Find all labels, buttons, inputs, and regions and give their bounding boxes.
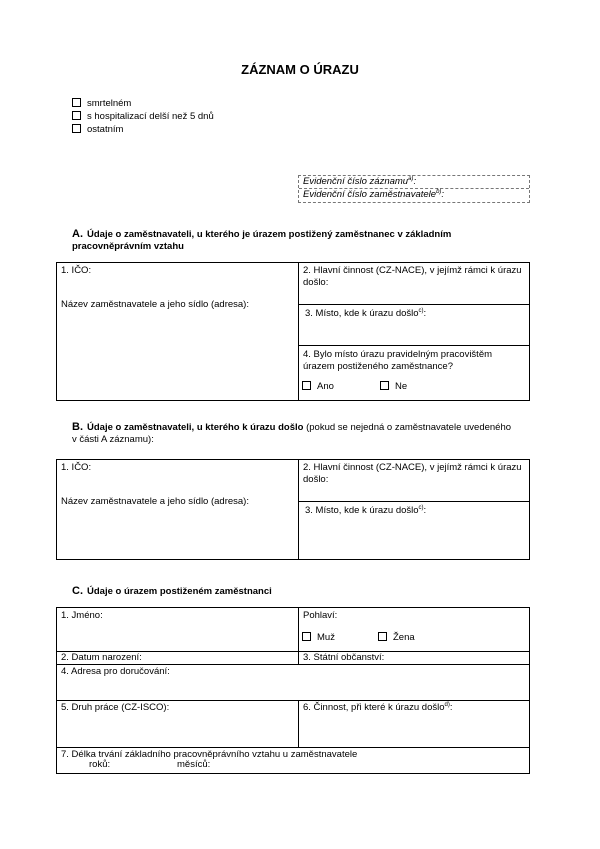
injury-type-option[interactable] [72,111,214,122]
injury-place-field[interactable]: 3. Místo, kde k úrazu došlo$^{c)}$: [305,504,427,516]
employer-name-field[interactable]: Název zaměstnavatele a jeho sídlo (adresa): [61,496,249,507]
activity-field[interactable]: 6. Činnost, při které k úrazu došlo$^{d)}$: [303,701,453,713]
section-b-table [56,459,530,560]
option-label: ostatním [87,124,124,135]
section-a-table [56,262,530,401]
months-field[interactable]: měsíců: [177,759,211,770]
first-name-field[interactable]: 1. Jméno: [61,610,103,621]
years-field[interactable]: roků: [89,759,111,770]
record-number-field[interactable]: Evidenční číslo záznamu$^{a)}$: [299,176,529,189]
option-yes[interactable]: Ano [302,381,334,392]
employer-number-field[interactable]: Evidenční číslo zaměstnavatele$^{b)}$: [303,188,445,200]
birth-date-field[interactable]: 2. Datum narození: [61,652,142,663]
checkbox-yes[interactable] [302,381,311,390]
section-b-heading: B. Údaje o zaměstnavateli, u kterého k úrazu došlo (pokud se nejedná o zaměstnavatele uvedeného v části A záznamu): [72,421,512,445]
employer-name-field[interactable]: Název zaměstnavatele a jeho sídlo (adresa): [61,299,249,310]
section-c-table [56,607,530,774]
checkbox-female[interactable] [378,632,387,641]
checkbox-other[interactable] [72,124,81,133]
citizenship-field[interactable]: 3. Státní občanství: [303,652,385,663]
injury-type-option[interactable] [72,98,131,109]
checkbox-fatal[interactable] [72,98,81,107]
main-activity-field[interactable]: 2. Hlavní činnost (CZ-NACE), v jejímž rámci k úrazu došlo: [303,265,522,288]
section-a-heading: A. Údaje o zaměstnavateli, u kterého je úrazem postižený zaměstnanec v základním pracovněprávním vztahu [72,228,452,252]
gender-label: Pohlaví: [303,610,338,621]
injury-type-option[interactable] [72,124,123,135]
injury-place-field[interactable]: 3. Místo, kde k úrazu došlo$^{c)}$: [305,307,427,319]
checkbox-male[interactable] [302,632,311,641]
checkbox-no[interactable] [380,381,389,390]
job-type-field[interactable]: 5. Druh práce (CZ-ISCO): [61,702,170,713]
page-title: ZÁZNAM O ÚRAZU [241,62,359,77]
option-label: s hospitalizací delší než 5 dnů [87,111,214,122]
option-no[interactable]: Ne [380,381,407,392]
employment-duration-field[interactable]: 7. Délka trvání základního pracovněprávního vztahu u zaměstnavatele [61,749,358,760]
ico-field[interactable]: 1. IČO: [61,462,92,473]
regular-workplace-question: 4. Bylo místo úrazu pravidelným pracovištěm úrazem postiženého zaměstnance? [303,349,493,372]
ico-field[interactable]: 1. IČO: [61,265,92,276]
option-male[interactable]: Muž [302,632,335,643]
main-activity-field[interactable]: 2. Hlavní činnost (CZ-NACE), v jejímž rámci k úrazu došlo: [303,462,522,485]
address-field[interactable]: 4. Adresa pro doručování: [61,666,170,677]
evidence-numbers-box [298,175,530,203]
option-label: smrtelném [87,98,132,109]
checkbox-hospitalization[interactable] [72,111,81,120]
section-c-heading: C. Údaje o úrazem postiženém zaměstnanci [72,585,272,597]
option-female[interactable]: Žena [378,632,415,643]
